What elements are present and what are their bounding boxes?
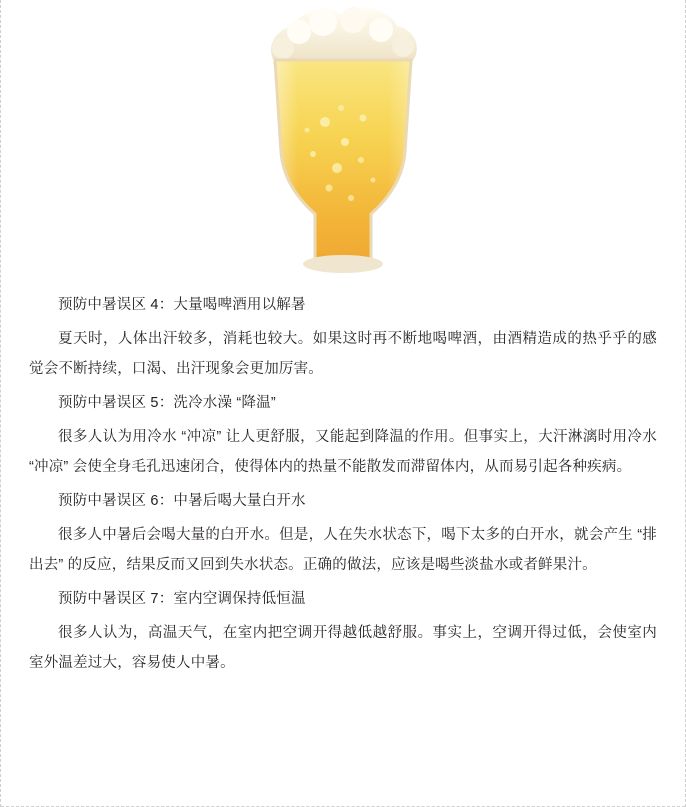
- glass-base: [303, 255, 383, 273]
- article-body: [1, 290, 685, 807]
- beer-liquid: [268, 60, 418, 270]
- section-paragraph: 很多人认为用冷水 “冲凉” 让人更舒服，又能起到降温的作用。但事实上，大汗淋漓时用冷水 “冲凉” 会使全身毛孔迅速闭合，使得体内的热量不能散发而滞留体内，从而易引起各种疾病。: [29, 429, 657, 475]
- bottom-spacer: [29, 682, 657, 696]
- beer-glass-illustration: [213, 2, 473, 288]
- hero-image-area: [1, 0, 685, 290]
- section-heading: 预防中暑误区 6：中暑后喝大量白开水: [58, 493, 306, 509]
- section-heading: 预防中暑误区 5：洗冷水澡 “降温”: [58, 395, 276, 411]
- section-heading: 预防中暑误区 7：室内空调保持低恒温: [58, 591, 306, 607]
- section-heading: 预防中暑误区 4：大量喝啤酒用以解暑: [58, 297, 306, 313]
- section-paragraph: 很多人中暑后会喝大量的白开水。但是，人在失水状态下，喝下太多的白开水，就会产生 “排出去” 的反应，结果反而又回到失水状态。正确的做法，应该是喝些淡盐水或者鲜果汁。: [29, 527, 657, 573]
- section-paragraph: 夏天时，人体出汗较多，消耗也较大。如果这时再不断地喝啤酒，由酒精造成的热乎乎的感觉会不断持续，口渴、出汗现象会更加厉害。: [29, 331, 657, 377]
- section-paragraph: 很多人认为，高温天气，在室内把空调开得越低越舒服。事实上，空调开得过低，会使室内室外温差过大，容易使人中暑。: [29, 625, 657, 671]
